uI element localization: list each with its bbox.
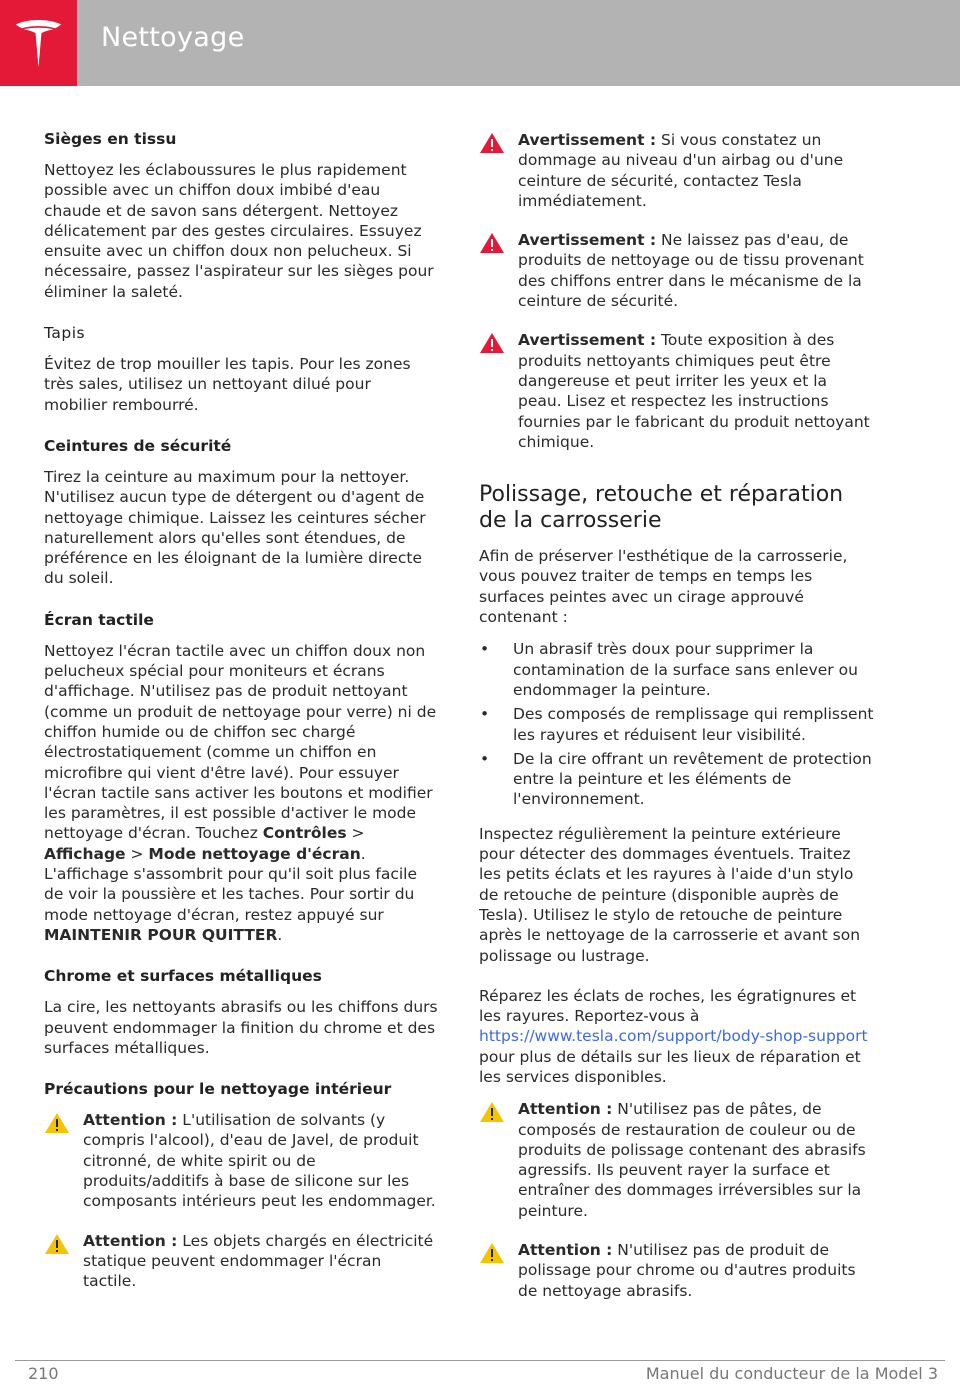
caution-icon (44, 1112, 70, 1134)
footer-divider (15, 1360, 945, 1361)
caution-note: Attention : N'utilisez pas de pâtes, de composés de restauration de couleur ou de produits de polissage contenant des abrasifs agressifs. Ils peuvent rayer la surface et entraîner des dommages irréversibles sur la peinture. (479, 1099, 874, 1221)
list-item: • Un abrasif très doux pour supprimer la contamination de la surface sans enlever ou endommager la peinture. (480, 640, 858, 699)
caution-icon (44, 1233, 70, 1255)
warning-note: Avertissement : Ne laissez pas d'eau, de produits de nettoyage ou de tissu provenant des chiffons entrer dans le mécanisme de la ceinture de sécurité. (479, 230, 874, 311)
list-item: • De la cire offrant un revêtement de protection entre la peinture et les éléments de l'environnement. (480, 749, 872, 809)
caution-note: Attention : Les objets chargés en électricité statique peuvent endommager l'écran tactile. (44, 1231, 438, 1292)
tesla-t-icon (14, 16, 63, 70)
body-shop-link[interactable]: https://www.tesla.com/support/body-shop-support (479, 1027, 868, 1046)
bodywork-list (479, 639, 874, 809)
paragraph-inspection: Inspectez régulièrement la peinture extérieure pour détecter des dommages éventuels. Traitez les petits éclats et les rayures à l'aide d'un stylo de retouche de peinture (disponible auprès de Tesla). Utilisez le stylo de retouche de peinture après le nettoyage de la carrosserie et avant son polissage ou lustrage. (479, 824, 861, 965)
heading-carpets: Tapis (44, 324, 86, 343)
footer-title: Manuel du conducteur de la Model 3 (645, 1364, 938, 1383)
page-header (0, 0, 960, 86)
page-title: Nettoyage (101, 22, 245, 53)
caution-note: Attention : N'utilisez pas de produit de polissage pour chrome ou d'autres produits de nettoyage abrasifs. (479, 1240, 874, 1301)
page-number: 210 (28, 1364, 59, 1383)
left-column (44, 128, 438, 1310)
warning-note: Avertissement : Toute exposition à des produits nettoyants chimiques peut être dangereuse et peut irriter les yeux et la peau. Lisez et respectez les instructions fournies par le fabricant du produit nettoyant chimique. (479, 330, 874, 452)
heading-interior-precautions: Précautions pour le nettoyage intérieur (44, 1080, 392, 1099)
caution-icon (479, 1101, 505, 1123)
warning-note: Avertissement : Si vous constatez un dommage au niveau d'un airbag ou d'une ceinture de sécurité, contactez Tesla immédiatement. (479, 130, 874, 211)
warning-icon (479, 332, 505, 354)
paragraph-touchscreen: Nettoyez l'écran tactile avec un chiffon doux non pelucheux spécial pour moniteurs et écrans d'affichage. N'utilisez pas de produit nettoyant (comme un produit de nettoyage pour verre) ni de chiffon humide ou de chiffon sec chargé électrostatiquement (comme un chiffon en microfibre qui vient d'être lavé). Pour essuyer l'écran tactile sans activer les boutons et modifier les paramètres, il est possible d'activer le mode nettoyage d'écran. Touchez Contrôles > Affichage > Mode nettoyage d'écran. L'affichage s'assombrit pour qu'il soit plus facile de voir la poussière et les taches. Pour sortir du mode nettoyage d'écran, restez appuyé sur MAINTENIR POUR QUITTER. (44, 641, 437, 944)
heading-seat-belts: Ceintures de sécurité (44, 436, 232, 455)
paragraph-carpets: Évitez de trop mouiller les tapis. Pour les zones très sales, utilisez un nettoyant dilué pour mobilier rembourré. (44, 355, 411, 414)
heading-fabric-seats: Sièges en tissu (44, 130, 177, 148)
paragraph-seat-belts: Tirez la ceinture au maximum pour la nettoyer. N'utilisez aucun type de détergent ou d'agent de nettoyage chimique. Laissez les ceintures sécher naturellement alors qu'elles sont étendues, de préférence en les éloignant de la lumière directe du soleil. (44, 467, 426, 588)
warning-icon (479, 232, 505, 254)
paragraph-repair: Réparez les éclats de roches, les égratignures et les rayures. Reportez-vous à https://www.tesla.com/support/body-shop-support pour plus de détails sur les lieux de réparation et les services disponibles. (479, 986, 868, 1086)
paragraph-fabric-seats: Nettoyez les éclaboussures le plus rapidement possible avec un chiffon doux imbibé d'eau chaude et de savon sans détergent. Nettoyez délicatement par des gestes circulaires. Essuyez ensuite avec un chiffon doux non pelucheux. Si nécessaire, passez l'aspirateur sur les sièges pour éliminer la saleté. (44, 161, 434, 301)
paragraph-bodywork-intro: Afin de préserver l'esthétique de la carrosserie, vous pouvez traiter de temps en temps les surfaces peintes avec un cirage approuvé contenant : (479, 547, 848, 627)
heading-bodywork: Polissage, retouche et réparation de la carrosserie (479, 482, 844, 534)
paragraph-chrome: La cire, les nettoyants abrasifs ou les chiffons durs peuvent endommager la finition du chrome et des surfaces métalliques. (44, 998, 438, 1057)
right-column (479, 130, 874, 1320)
caution-icon (479, 1242, 505, 1264)
tesla-logo (0, 0, 77, 86)
heading-chrome: Chrome et surfaces métalliques (44, 967, 322, 986)
caution-note: Attention : L'utilisation de solvants (y compris l'alcool), d'eau de Javel, de produit citronné, de white spirit ou de produits/additifs à base de silicone sur les composants intérieurs peut les endommager. (44, 1110, 438, 1211)
list-item: • Des composés de remplissage qui remplissent les rayures et réduisent leur visibilité. (480, 705, 874, 744)
heading-touchscreen: Écran tactile (44, 610, 154, 629)
warning-icon (479, 132, 505, 154)
